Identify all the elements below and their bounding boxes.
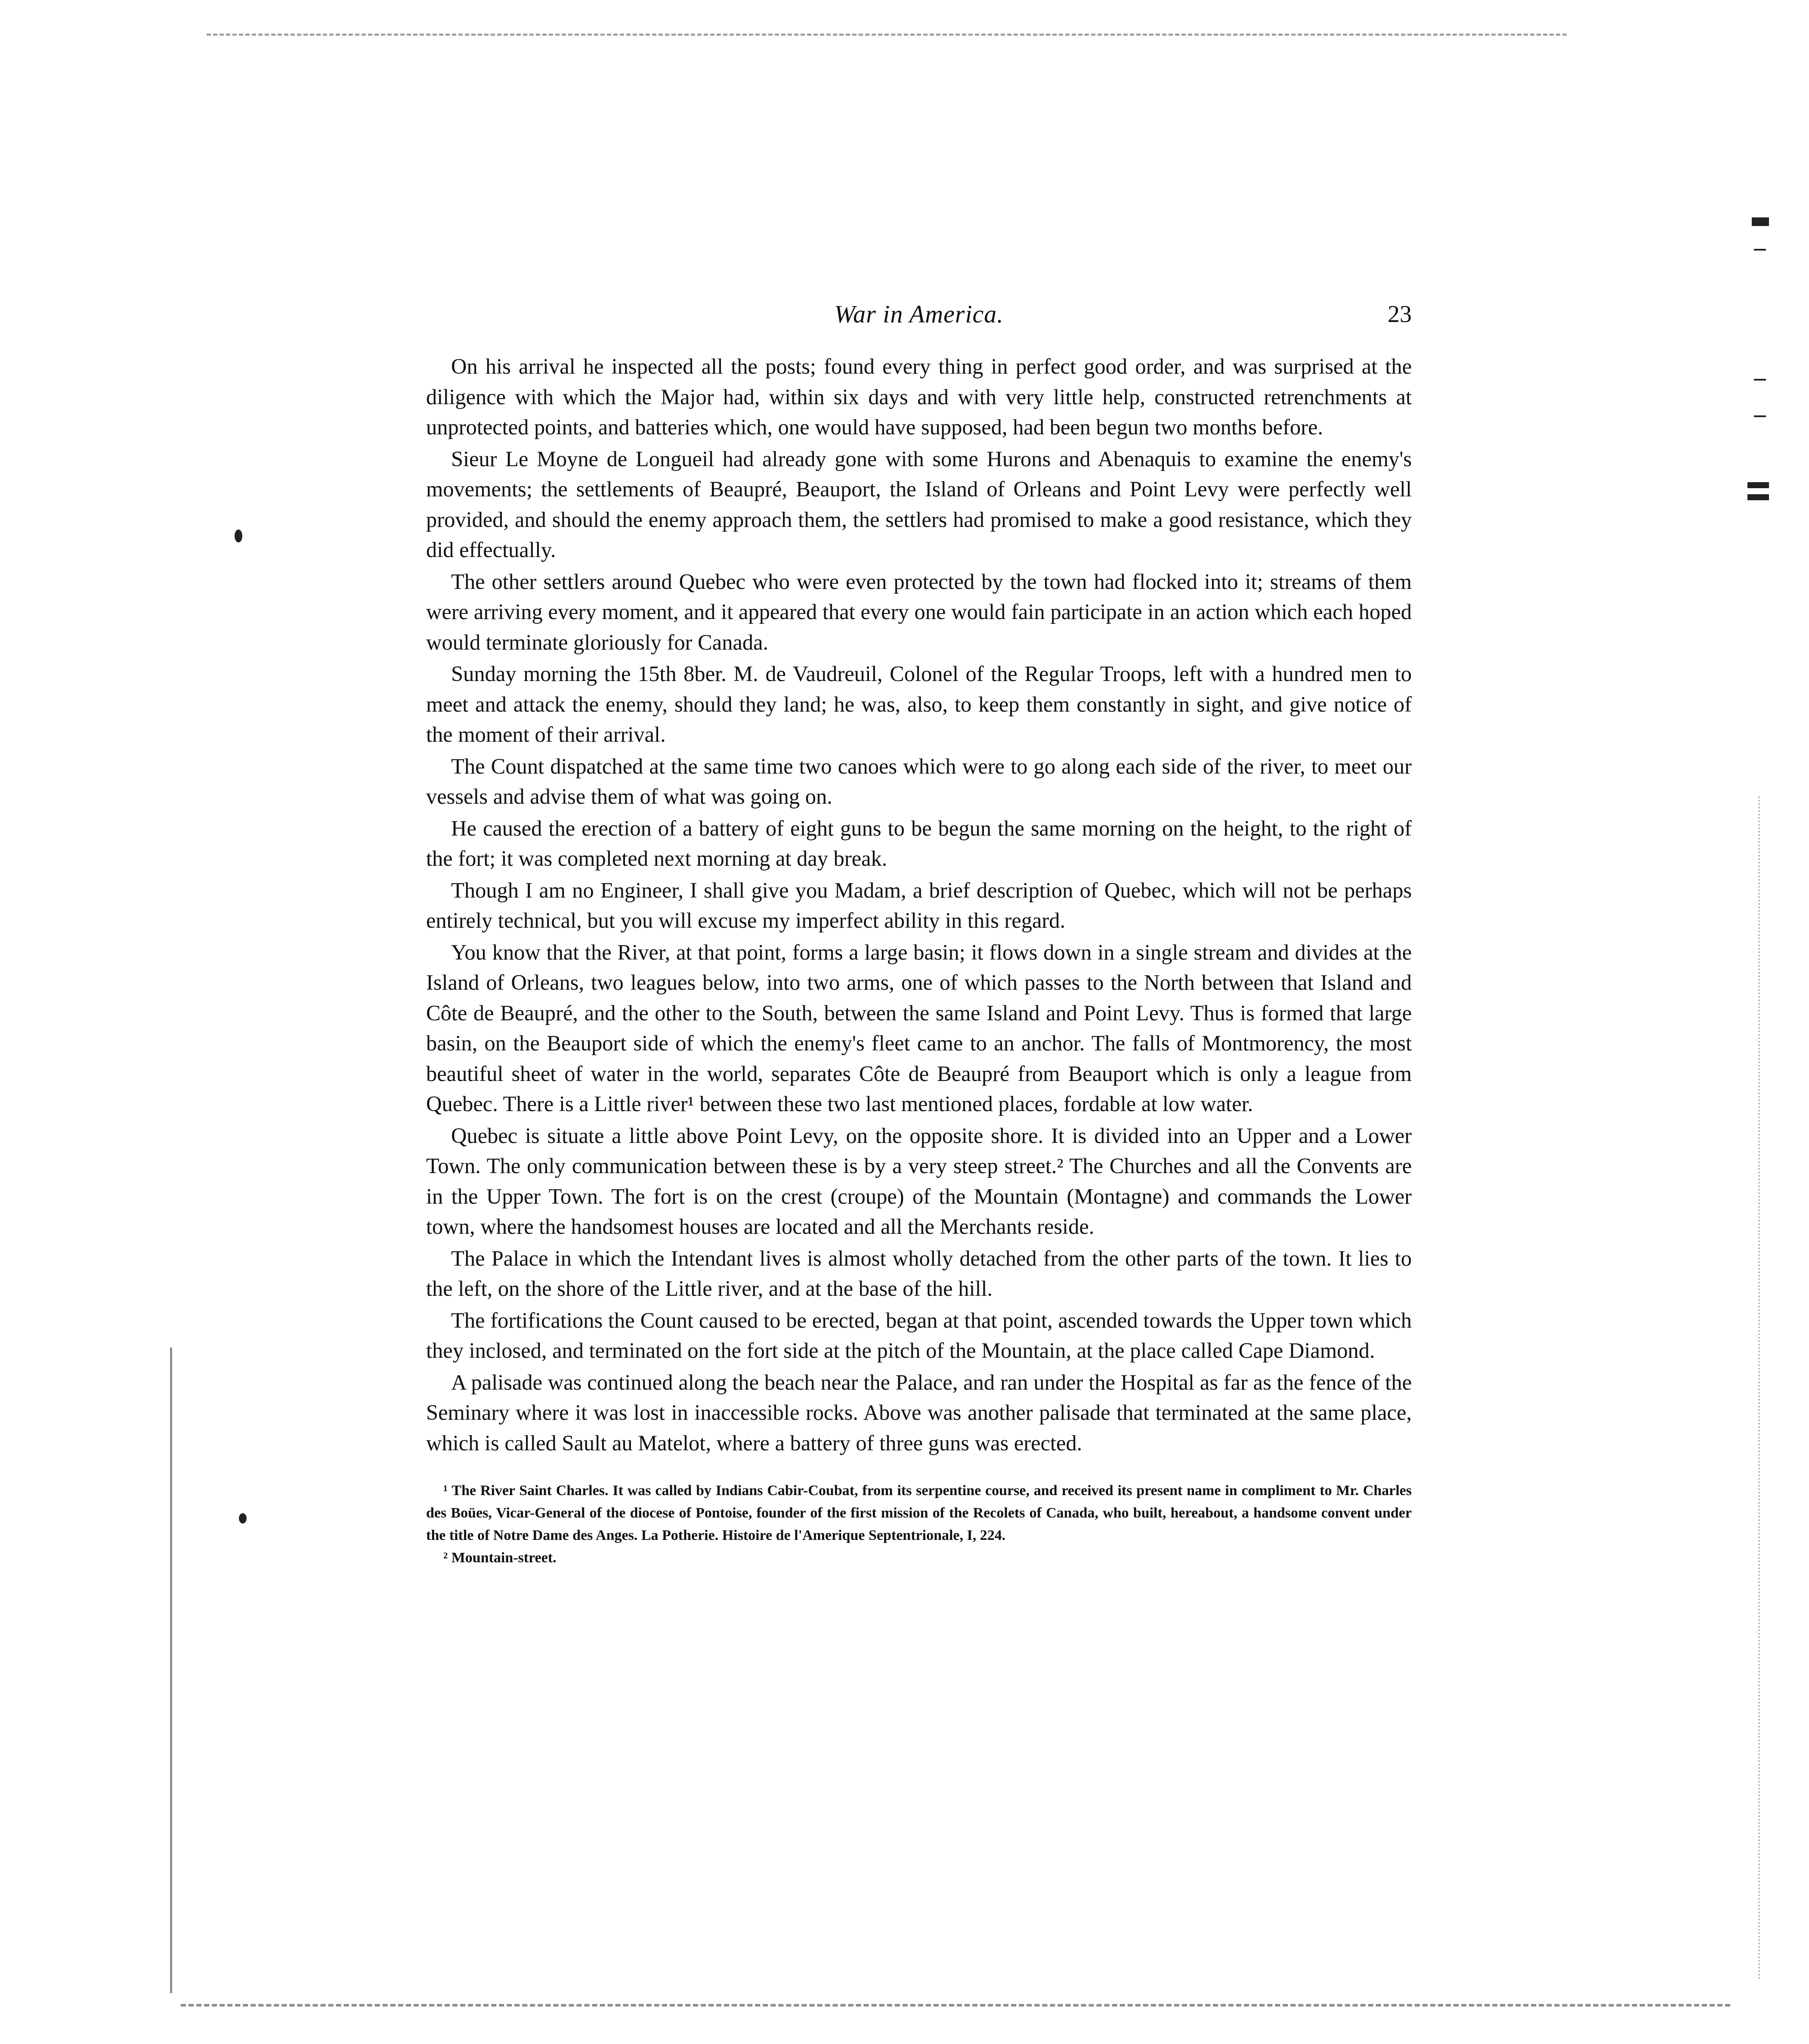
scan-edge-bottom	[181, 2004, 1730, 2007]
paragraph: The Count dispatched at the same time two canoes which were to go along each side of the river, to meet our vessels and advise them of what was going on.	[426, 754, 1412, 808]
body-text	[426, 351, 1412, 1458]
footnote: ² Mountain-street.	[443, 1550, 557, 1566]
running-title: War in America.	[834, 300, 1004, 328]
paragraph: He caused the erection of a battery of eight guns to be begun the same morning on the height, to the right of the fort; it was completed next morning at day break.	[426, 816, 1412, 870]
scan-edge-right	[1758, 796, 1760, 1980]
paragraph: Sieur Le Moyne de Longueil had already gone with some Hurons and Abenaquis to examine the enemy's movements; the settlements of Beaupré, Beauport, the Island of Orleans and Point Levy were perfectly well provided, and should the enemy approach them, the settlers had promised to make a good resistance, which they did effectually.	[426, 446, 1412, 562]
scan-mark	[1752, 217, 1769, 226]
page	[426, 297, 1412, 1569]
page-number: 23	[1388, 301, 1412, 328]
paragraph: Quebec is situate a little above Point Levy, on the opposite shore. It is divided into an Upper and a Lower Town. The only communication between these is by a very steep street.² The Churches and all the Convents are in the Upper Town. The fort is on the crest (croupe) of the Mountain (Montagne) and commands the Lower town, where the handsomest houses are located and all the Merchants reside.	[426, 1123, 1412, 1239]
scan-mark	[1747, 494, 1769, 500]
scan-edge-left	[170, 1347, 172, 1993]
paragraph: The fortifications the Count caused to be erected, began at that point, ascended towards the Upper town which they inclosed, and terminated on the fort side at the pitch of the Mountain, at the place called Cape Diamond.	[426, 1308, 1412, 1363]
running-head	[426, 297, 1412, 331]
scan-mark	[1754, 379, 1766, 381]
paragraph: Sunday morning the 15th 8ber. M. de Vaudreuil, Colonel of the Regular Troops, left with a hundred men to meet and attack the enemy, should they land; he was, also, to keep them constantly in sight, and give notice of the moment of their arrival.	[426, 662, 1412, 746]
scan-mark	[239, 1513, 247, 1524]
paragraph: The Palace in which the Intendant lives is almost wholly detached from the other parts of the town. It lies to the left, on the shore of the Little river, and at the base of the hill.	[426, 1246, 1412, 1301]
scan-mark	[1747, 482, 1769, 488]
footnotes	[426, 1480, 1412, 1569]
paragraph: Though I am no Engineer, I shall give you Madam, a brief description of Quebec, which will not be perhaps entirely technical, but you will excuse my imperfect ability in this regard.	[426, 878, 1412, 932]
paragraph: On his arrival he inspected all the posts; found every thing in perfect good order, and was surprised at the diligence with which the Major had, within six days and with very little help, constructed retrenchments at unprotected points, and batteries which, one would have supposed, had been begun two months before.	[426, 354, 1412, 439]
paragraph: A palisade was continued along the beach near the Palace, and ran under the Hospital as far as the fence of the Seminary where it was lost in inaccessible rocks. Above was another palisade that terminated at the same place, which is called Sault au Matelot, where a battery of three guns was erected.	[426, 1370, 1412, 1455]
scan-edge-top	[207, 34, 1567, 36]
paragraph: The other settlers around Quebec who were even protected by the town had flocked into it; streams of them were arriving every moment, and it appeared that every one would fain participate in an action which each hoped would terminate gloriously for Canada.	[426, 569, 1412, 654]
paragraph: You know that the River, at that point, forms a large basin; it flows down in a single stream and divides at the Island of Orleans, two leagues below, into two arms, one of which passes to the North between that Island and Côte de Beaupré, and the other to the South, between the same Island and Point Levy. Thus is formed that large basin, on the Beauport side of which the enemy's fleet came to an anchor. The falls of Montmorency, the most beautiful sheet of water in the world, separates Côte de Beaupré from Beauport which is only a league from Quebec. There is a Little river¹ between these two last mentioned places, fordable at low water.	[426, 940, 1412, 1116]
scan-mark	[1754, 415, 1766, 417]
scan-mark	[235, 530, 242, 542]
scan-mark	[1754, 249, 1766, 251]
footnote: ¹ The River Saint Charles. It was called by Indians Cabir-Coubat, from its serpentine course, and received its present name in compliment to Mr. Charles des Boües, Vicar-General of the diocese of Pontoise, founder of the first mission of the Recolets of Canada, who built, hereabout, a handsome convent under the title of Notre Dame des Anges. La Potherie. Histoire de l'Amerique Septentrionale, I, 224.	[426, 1483, 1412, 1543]
